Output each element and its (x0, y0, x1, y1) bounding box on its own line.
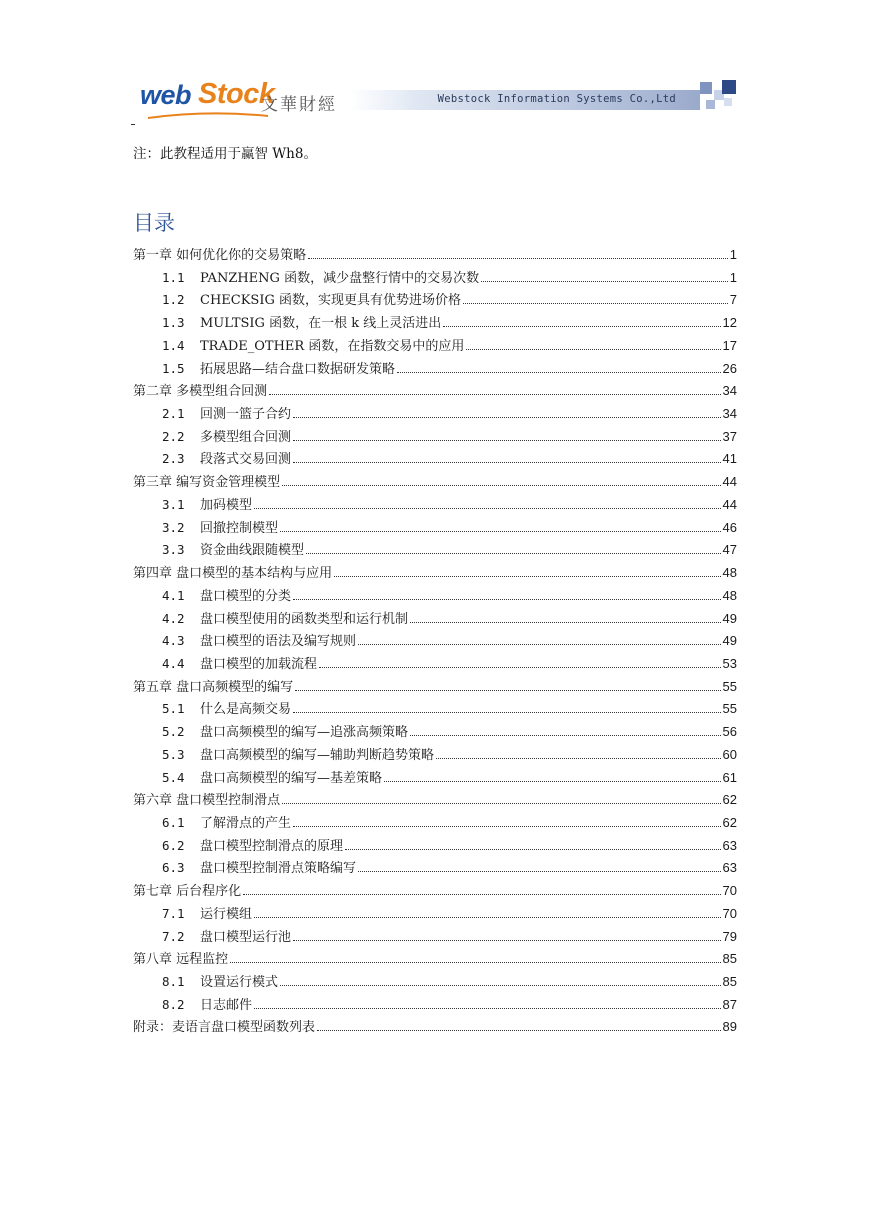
toc-section-entry[interactable] (133, 358, 737, 381)
toc-entry-label: 多模型组合回测 (200, 429, 292, 445)
toc-dot-leader (308, 257, 728, 259)
toc-entry-page-number: 37 (722, 428, 737, 444)
toc-entry-label: 什么是高频交易 (200, 702, 292, 718)
toc-entry-label: 第八章 远程监控 (133, 952, 229, 968)
toc-entry-number: 8.1 (162, 974, 185, 989)
toc-section-entry[interactable] (133, 630, 737, 653)
toc-entry-label: 第六章 盘口模型控制滑点 (133, 793, 281, 809)
toc-section-entry[interactable] (133, 721, 737, 744)
toc-entry-page-number: 63 (722, 837, 737, 853)
toc-dot-leader (282, 802, 720, 804)
toc-section-entry[interactable] (133, 994, 737, 1017)
toc-entry-label: 第三章 编写资金管理模型 (133, 475, 281, 491)
toc-entry-number: 2.2 (162, 428, 185, 444)
toc-section-entry[interactable] (133, 494, 737, 517)
toc-entry-label: 盘口高频模型的编写—追涨高频策略 (200, 725, 409, 741)
toc-entry-label: 盘口模型的加载流程 (200, 656, 318, 672)
toc-entry-label: 回撤控制模型 (200, 520, 279, 536)
toc-entry-number: 5.2 (162, 724, 185, 740)
toc-entry-label: 拓展思路—结合盘口数据研发策略 (200, 361, 396, 377)
toc-entry-page-number: 53 (722, 655, 737, 671)
toc-entry-page-number: 1 (729, 269, 737, 285)
toc-section-entry[interactable] (133, 926, 737, 949)
toc-entry-page-number: 49 (722, 610, 737, 626)
toc-dot-leader (293, 461, 721, 463)
toc-entry-page-number: 55 (722, 678, 737, 694)
toc-entry-page-number: 1 (729, 247, 737, 262)
toc-entry-label: 附录：麦语言盘口模型函数列表 (133, 1020, 316, 1036)
toc-entry-label: 盘口模型控制滑点的原理 (200, 838, 344, 854)
toc-entry-label: 盘口模型的分类 (200, 588, 292, 604)
toc-dot-leader (317, 1029, 721, 1031)
toc-entry-page-number: 62 (722, 792, 737, 808)
toc-entry-page-number: 63 (722, 860, 737, 876)
logo-swoosh-icon (148, 112, 268, 120)
logo-stock-text: Stock (198, 78, 275, 110)
logo-chinese-text: 文華財經 (261, 95, 337, 115)
toc-entry-number: 5.4 (162, 769, 185, 785)
toc-section-entry[interactable] (133, 335, 737, 358)
toc-entry-number: 1.5 (162, 360, 185, 376)
toc-entry-number: 6.1 (162, 814, 185, 830)
toc-entry-label: MULTSIG 函数，在一根 k 线上灵活进出 (200, 316, 442, 332)
toc-section-entry[interactable] (133, 448, 737, 471)
toc-dot-leader (293, 598, 721, 600)
toc-entry-label: 盘口模型运行池 (200, 929, 292, 945)
toc-entry-page-number: 34 (722, 406, 737, 422)
toc-entry-number: 4.1 (162, 587, 185, 603)
toc-section-entry[interactable] (133, 312, 737, 335)
toc-dot-leader (466, 348, 720, 350)
toc-section-entry[interactable] (133, 653, 737, 676)
toc-entry-label: 第五章 盘口高频模型的编写 (133, 679, 294, 695)
decorative-square (700, 82, 712, 94)
toc-entry-page-number: 60 (722, 746, 737, 762)
toc-entry-page-number: 47 (722, 542, 737, 558)
toc-chapter-entry[interactable] (133, 562, 737, 585)
toc-section-entry[interactable] (133, 585, 737, 608)
toc-entry-page-number: 55 (722, 701, 737, 717)
toc-entry-label: 加码模型 (200, 497, 253, 513)
toc-entry-number: 6.3 (162, 860, 185, 876)
toc-entry-label: 运行模组 (200, 906, 253, 922)
toc-section-entry[interactable] (133, 517, 737, 540)
toc-entry-label: 盘口高频模型的编写—基差策略 (200, 770, 383, 786)
decorative-square (706, 100, 715, 109)
toc-dot-leader (243, 893, 720, 895)
toc-entry-number: 4.3 (162, 633, 185, 649)
toc-entry-page-number: 79 (722, 928, 737, 944)
toc-entry-number: 8.2 (162, 996, 185, 1012)
toc-entry-page-number: 85 (722, 951, 737, 967)
toc-entry-page-number: 12 (722, 315, 737, 331)
banner-text: Webstock Information Systems Co.,Ltd (437, 93, 676, 105)
toc-entry-number: 4.4 (162, 655, 185, 671)
toc-section-entry[interactable] (133, 267, 737, 290)
toc-entry-label: 了解滑点的产生 (200, 815, 292, 831)
toc-section-entry[interactable] (133, 698, 737, 721)
toc-section-entry[interactable] (133, 426, 737, 449)
toc-entry-page-number: 56 (722, 724, 737, 740)
toc-dot-leader (463, 302, 728, 304)
toc-dot-leader (443, 325, 720, 327)
toc-dot-leader (410, 734, 721, 736)
toc-entry-label: 设置运行模式 (200, 975, 279, 990)
toc-entry-label: 第四章 盘口模型的基本结构与应用 (133, 566, 333, 582)
toc-entry-label: 第二章 多模型组合回测 (133, 384, 268, 400)
toc-section-entry[interactable] (133, 539, 737, 562)
toc-dot-leader (254, 916, 721, 918)
toc-entry-label: 第七章 后台程序化 (133, 884, 242, 900)
toc-dot-leader (436, 757, 721, 759)
toc-dot-leader (254, 507, 721, 509)
toc-entry-number: 3.1 (162, 496, 185, 512)
toc-entry-number: 5.3 (162, 746, 185, 762)
toc-dot-leader (230, 961, 720, 963)
toc-dot-leader (384, 780, 721, 782)
usage-note: 注：此教程适用于赢智 Wh8。 (133, 146, 317, 162)
toc-section-entry[interactable] (133, 835, 737, 858)
toc-dot-leader (295, 689, 720, 691)
toc-entry-number: 4.2 (162, 610, 185, 626)
toc-dot-leader (282, 484, 720, 486)
toc-section-entry[interactable] (133, 971, 737, 994)
banner-bar (350, 90, 700, 110)
toc-entry-label: CHECKSIG 函数，实现更具有优势进场价格 (200, 293, 461, 309)
toc-dot-leader (293, 711, 721, 713)
toc-entry-label: 盘口模型的语法及编写规则 (200, 634, 357, 650)
toc-entry-page-number: 48 (722, 587, 737, 603)
toc-entry-number: 3.3 (162, 542, 185, 558)
toc-entry-page-number: 26 (722, 360, 737, 376)
toc-chapter-entry[interactable] (133, 676, 737, 699)
toc-chapter-entry[interactable] (133, 244, 737, 267)
toc-entry-page-number: 70 (722, 883, 737, 899)
toc-entry-number: 2.1 (162, 406, 185, 422)
toc-section-entry[interactable] (133, 767, 737, 790)
toc-section-entry[interactable] (133, 403, 737, 426)
toc-chapter-entry[interactable] (133, 789, 737, 812)
toc-entry-page-number: 7 (729, 292, 737, 308)
toc-entry-page-number: 48 (722, 565, 737, 581)
toc-entry-label: PANZHENG 函数，减少盘整行情中的交易次数 (200, 270, 480, 286)
toc-section-entry[interactable] (133, 903, 737, 926)
toc-section-entry[interactable] (133, 608, 737, 631)
toc-entry-label: 盘口高频模型的编写—辅助判断趋势策略 (200, 747, 435, 763)
toc-entry-page-number: 34 (722, 383, 737, 399)
toc-dot-leader (334, 575, 720, 577)
toc-entry-number: 7.2 (162, 928, 185, 944)
toc-entry-label: 资金曲线跟随模型 (200, 543, 305, 559)
toc-dot-leader (319, 666, 721, 668)
toc-entry-page-number: 70 (722, 905, 737, 921)
toc-entry-label: TRADE_OTHER 函数，在指数交易中的应用 (200, 338, 465, 354)
toc-dot-leader (293, 439, 721, 441)
toc-entry-page-number: 44 (722, 496, 737, 512)
toc-dot-leader (481, 280, 728, 282)
toc-entry-number: 2.3 (162, 451, 185, 467)
toc-dot-leader (254, 1007, 721, 1009)
toc-entry-page-number: 85 (722, 974, 737, 989)
toc-entry-number: 3.2 (162, 519, 185, 535)
toc-section-entry[interactable] (133, 812, 737, 835)
toc-entry-number: 1.1 (162, 269, 185, 285)
toc-dot-leader (358, 870, 721, 872)
toc-dot-leader (293, 825, 721, 827)
toc-dot-leader (280, 530, 721, 532)
toc-dot-leader (293, 416, 721, 418)
toc-dot-leader (410, 621, 721, 623)
toc-chapter-entry[interactable] (133, 1016, 737, 1039)
toc-chapter-entry[interactable] (133, 380, 737, 403)
toc-dot-leader (345, 848, 721, 850)
decorative-square (724, 98, 732, 106)
toc-entry-number: 1.2 (162, 292, 185, 308)
toc-entry-page-number: 49 (722, 633, 737, 649)
toc-dot-leader (280, 984, 721, 986)
toc-title: 目录 (133, 211, 175, 235)
toc-entry-page-number: 89 (722, 1019, 737, 1035)
toc-entry-label: 段落式交易回测 (200, 452, 292, 468)
toc-dot-leader (293, 939, 721, 941)
toc-entry-page-number: 17 (722, 337, 737, 353)
toc-chapter-entry[interactable] (133, 471, 737, 494)
toc-section-entry[interactable] (133, 289, 737, 312)
toc-section-entry[interactable] (133, 744, 737, 767)
toc-entry-label: 第一章 如何优化你的交易策略 (133, 248, 307, 263)
toc-entry-number: 6.2 (162, 837, 185, 853)
toc-entry-number: 7.1 (162, 905, 185, 921)
table-of-contents (133, 244, 737, 1039)
decorative-square (722, 80, 736, 94)
document-header (134, 78, 736, 128)
toc-dot-leader (358, 643, 721, 645)
toc-dot-leader (397, 371, 721, 373)
toc-entry-page-number: 41 (722, 451, 737, 467)
toc-dot-leader (306, 552, 721, 554)
text-cursor-mark (131, 124, 135, 125)
toc-entry-page-number: 87 (722, 996, 737, 1012)
toc-entry-label: 盘口模型控制滑点策略编写 (200, 861, 357, 877)
toc-entry-page-number: 62 (722, 814, 737, 830)
toc-chapter-entry[interactable] (133, 880, 737, 903)
toc-entry-page-number: 44 (722, 474, 737, 490)
toc-entry-page-number: 46 (722, 519, 737, 535)
toc-dot-leader (269, 393, 720, 395)
toc-entry-number: 1.4 (162, 337, 185, 353)
toc-entry-page-number: 61 (722, 769, 737, 785)
toc-entry-label: 日志邮件 (200, 997, 253, 1013)
toc-entry-label: 回测一篮子合约 (200, 407, 292, 423)
toc-entry-number: 5.1 (162, 701, 185, 717)
toc-entry-label: 盘口模型使用的函数类型和运行机制 (200, 611, 409, 627)
toc-entry-number: 1.3 (162, 315, 185, 331)
logo-web-text: web (140, 80, 192, 110)
toc-section-entry[interactable] (133, 857, 737, 880)
toc-chapter-entry[interactable] (133, 948, 737, 971)
